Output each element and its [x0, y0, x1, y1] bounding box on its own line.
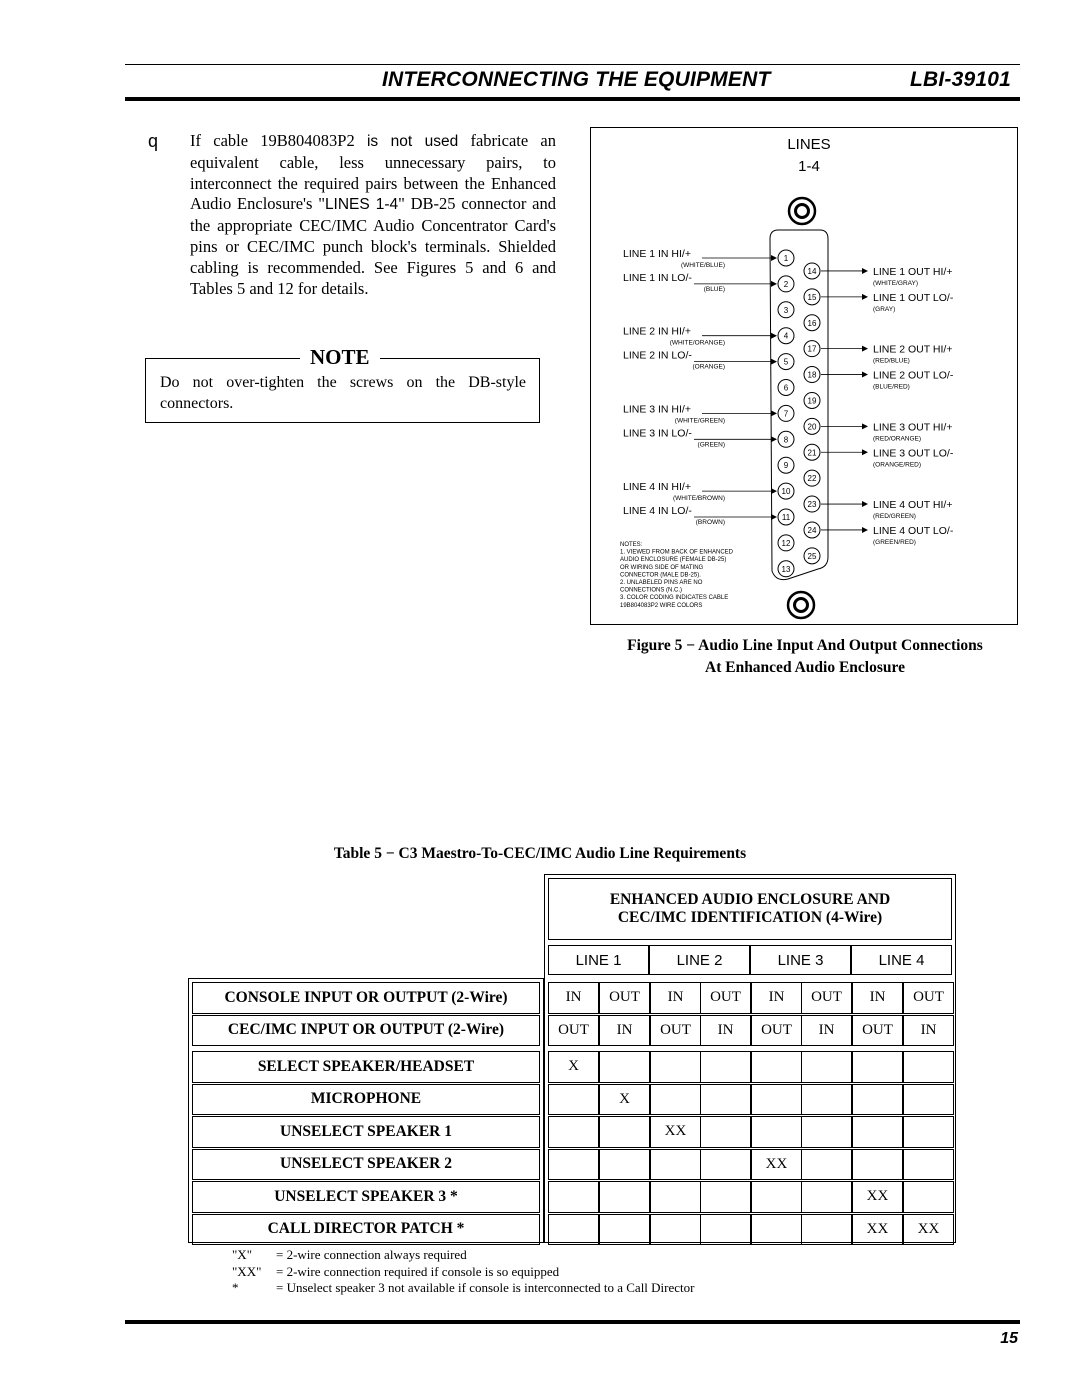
table-title: Table 5 − C3 Maestro-To-CEC/IMC Audio Line Requirements — [333, 845, 747, 862]
table-cell: OUT — [548, 1015, 599, 1047]
table-cell: IN — [650, 982, 701, 1014]
output-label: LINE 3 OUT LO/- — [873, 447, 954, 460]
table-cell: XX — [852, 1181, 903, 1213]
table-cell — [599, 1116, 650, 1148]
section-title: INTERCONNECTING THE EQUIPMENT — [382, 68, 771, 91]
table-cell — [650, 1051, 701, 1083]
note-title: NOTE — [300, 345, 380, 370]
row-label: CONSOLE INPUT OR OUTPUT (2-Wire) — [192, 982, 540, 1014]
table-cell — [650, 1214, 701, 1246]
legend-text: = Unselect speaker 3 not available if console is interconnected to a Call Director — [276, 1280, 695, 1295]
table-cell — [599, 1051, 650, 1083]
table-cell — [751, 1084, 802, 1116]
table-cell — [903, 1051, 954, 1083]
table-cell: IN — [700, 1015, 751, 1047]
table-cell — [801, 1116, 852, 1148]
table-cell — [650, 1181, 701, 1213]
table-cell — [751, 1181, 802, 1213]
connector-title: LINES — [787, 136, 831, 153]
input-label: LINE 1 IN LO/- — [623, 271, 692, 284]
table-cell: OUT — [751, 1015, 802, 1047]
pin-label-9: 9 — [783, 461, 789, 471]
input-label: LINE 2 IN HI/+ — [623, 325, 691, 338]
output-color: (RED/BLUE) — [873, 357, 910, 365]
legend-text: = 2-wire connection required if console is so equipped — [276, 1263, 560, 1279]
table-cell — [700, 1084, 751, 1116]
pin-label-8: 8 — [783, 435, 789, 445]
footer-rule — [125, 1320, 1020, 1324]
output-label: LINE 3 OUT HI/+ — [873, 421, 953, 434]
table-cell: IN — [548, 982, 599, 1014]
output-label: LINE 4 OUT LO/- — [873, 524, 954, 537]
output-label: LINE 1 OUT HI/+ — [873, 265, 953, 278]
pin-label-20: 20 — [807, 422, 817, 432]
table-cell — [852, 1116, 903, 1148]
pin-label-4: 4 — [783, 331, 789, 341]
table-cell — [548, 1214, 599, 1246]
bullet-text-mid: fabricate an equivalent cable, less unnecessary pairs, to interconnect the required pairs between the Enhanced Audio Enclosure's " — [190, 131, 556, 214]
table-cell — [548, 1084, 599, 1116]
input-label: LINE 2 IN LO/- — [623, 349, 692, 362]
output-color: (ORANGE/RED) — [873, 461, 922, 469]
pin-label-12: 12 — [781, 538, 791, 548]
pin-label-11: 11 — [781, 513, 791, 522]
input-color: (BROWN) — [695, 519, 725, 526]
page-number: 15 — [1000, 1330, 1018, 1347]
figure-note-line: OR WIRING SIDE OF MATING — [620, 564, 704, 571]
input-label: LINE 4 IN HI/+ — [623, 481, 691, 494]
table-cell: XX — [903, 1214, 954, 1246]
table-cell — [700, 1214, 751, 1246]
pin-label-21: 21 — [807, 448, 817, 458]
table-cell: OUT — [852, 1015, 903, 1047]
output-color: (WHITE/GRAY) — [873, 279, 919, 287]
table-cell — [801, 1214, 852, 1246]
output-label: LINE 4 OUT HI/+ — [873, 499, 953, 512]
table-cell — [650, 1084, 701, 1116]
pin-label-10: 10 — [781, 487, 791, 497]
pin-label-18: 18 — [807, 370, 817, 380]
bullet-text-emph: is not used — [366, 133, 459, 150]
output-color: (GRAY) — [873, 305, 896, 313]
table-cell: X — [548, 1051, 599, 1083]
table-cell — [700, 1051, 751, 1083]
pin-label-16: 16 — [807, 318, 817, 328]
table-cell: IN — [751, 982, 802, 1014]
pin-label-15: 15 — [807, 292, 817, 302]
table-cell: OUT — [599, 982, 650, 1014]
document-id: LBI-39101 — [910, 68, 1012, 91]
input-label: LINE 3 IN LO/- — [623, 427, 692, 440]
input-color: (WHITE/BLUE) — [680, 262, 725, 269]
legend-key: "X" — [232, 1247, 253, 1262]
table-cell — [801, 1149, 852, 1181]
table-cell: XX — [852, 1214, 903, 1246]
table-cell: IN — [903, 1015, 954, 1047]
table-cell — [903, 1116, 954, 1148]
connector-subtitle: 1-4 — [798, 158, 820, 175]
note-text: Do not over-tighten the screws on the DB-style connectors. — [160, 374, 526, 412]
input-color: (WHITE/ORANGE) — [669, 339, 725, 347]
figure-note-line: 19B804083P2 WIRE COLORS — [620, 602, 703, 609]
input-color: (ORANGE) — [692, 363, 725, 371]
output-label: LINE 1 OUT LO/- — [873, 291, 954, 304]
table-cell — [852, 1149, 903, 1181]
line-header: LINE 2 — [649, 945, 750, 975]
figure-note-line: CONNECTOR (MALE DB-25). — [620, 572, 701, 579]
table-cell — [700, 1149, 751, 1181]
row-label: UNSELECT SPEAKER 3 * — [192, 1181, 540, 1213]
figure-note-line: CONNECTIONS (N.C.) — [620, 587, 682, 594]
input-color: (GREEN) — [697, 441, 725, 449]
output-label: LINE 2 OUT HI/+ — [873, 343, 953, 356]
table-cell — [801, 1181, 852, 1213]
line-header: LINE 3 — [750, 945, 851, 975]
input-label: LINE 1 IN HI/+ — [623, 248, 691, 260]
pin-label-14: 14 — [807, 266, 817, 276]
pin-label-23: 23 — [807, 500, 817, 510]
input-color: (WHITE/GREEN) — [674, 417, 725, 425]
row-label: CEC/IMC INPUT OR OUTPUT (2-Wire) — [192, 1015, 540, 1047]
table-cell: OUT — [700, 982, 751, 1014]
output-color: (RED/ORANGE) — [873, 435, 922, 443]
table-cell: IN — [599, 1015, 650, 1047]
bullet-text-post: " DB-25 connector and the appropriate CEC/IMC Audio Concentrator Card's pins or CEC/IMC punch block's terminals. Shielded cabling is recommended. See Figures 5 and 6 and Tables 5 and 12 for details. — [190, 194, 556, 298]
pin-label-25: 25 — [807, 551, 817, 561]
output-label: LINE 2 OUT LO/- — [873, 369, 954, 382]
bullet-text-pre: If cable 19B804083P2 — [190, 131, 367, 150]
table-header-line2: CEC/IMC IDENTIFICATION (4-Wire) — [617, 909, 883, 926]
table-cell — [801, 1051, 852, 1083]
table-cell — [852, 1051, 903, 1083]
row-label: MICROPHONE — [192, 1084, 540, 1116]
output-color: (RED/GREEN) — [873, 513, 916, 521]
input-label: LINE 4 IN LO/- — [623, 505, 692, 517]
row-label: UNSELECT SPEAKER 2 — [192, 1149, 540, 1181]
legend-key: "XX" — [232, 1263, 262, 1279]
table-cell — [903, 1181, 954, 1213]
line-header: LINE 4 — [851, 945, 952, 975]
bullet-marker: q — [148, 131, 159, 151]
output-color: (BLUE/RED) — [873, 383, 910, 391]
figure-note-line: 1. VIEWED FROM BACK OF ENHANCED — [620, 549, 734, 556]
figure-caption-line2: At Enhanced Audio Enclosure — [705, 659, 905, 676]
pin-label-24: 24 — [807, 525, 817, 535]
figure-note-line: 2. UNLABELED PINS ARE NO — [620, 580, 703, 586]
table-cell — [751, 1051, 802, 1083]
input-color: (BLUE) — [703, 285, 725, 293]
table-cell — [650, 1149, 701, 1181]
pin-label-2: 2 — [783, 279, 789, 289]
pin-label-1: 1 — [783, 254, 789, 263]
input-label: LINE 3 IN HI/+ — [623, 403, 691, 416]
input-color: (WHITE/BROWN) — [673, 495, 725, 503]
table-cell — [599, 1181, 650, 1213]
table-cell — [548, 1181, 599, 1213]
table-cell — [903, 1084, 954, 1116]
table-cell — [548, 1116, 599, 1148]
row-label: SELECT SPEAKER/HEADSET — [192, 1051, 540, 1083]
figure-note-line: NOTES: — [620, 542, 643, 548]
bullet-text-lines: LINES 1-4 — [324, 196, 399, 214]
legend-text: = 2-wire connection always required — [276, 1247, 467, 1262]
table-cell: XX — [650, 1116, 701, 1148]
table-cell: IN — [801, 1015, 852, 1047]
table-cell — [852, 1084, 903, 1116]
line-header: LINE 1 — [548, 945, 649, 975]
pin-label-13: 13 — [781, 564, 791, 574]
row-label: UNSELECT SPEAKER 1 — [192, 1116, 540, 1148]
pin-label-5: 5 — [783, 357, 789, 367]
table-cell — [548, 1149, 599, 1181]
table-cell — [751, 1214, 802, 1246]
table-cell: X — [599, 1084, 650, 1116]
pin-label-3: 3 — [783, 305, 789, 315]
table-cell — [599, 1214, 650, 1246]
pin-label-19: 19 — [807, 396, 817, 406]
legend-key: * — [232, 1280, 239, 1295]
row-label: CALL DIRECTOR PATCH * — [192, 1214, 540, 1246]
table-cell — [700, 1116, 751, 1148]
pin-label-6: 6 — [783, 383, 789, 393]
pin-label-22: 22 — [807, 474, 817, 484]
table-cell — [801, 1084, 852, 1116]
pin-label-7: 7 — [783, 409, 789, 419]
table-cell — [751, 1116, 802, 1148]
table-cell — [903, 1149, 954, 1181]
table-cell: OUT — [903, 982, 954, 1014]
output-color: (GREEN/RED) — [873, 538, 916, 546]
figure-caption-line1: Figure 5 − Audio Line Input And Output Connections — [627, 637, 983, 654]
table-cell — [599, 1149, 650, 1181]
table-cell: XX — [751, 1149, 802, 1181]
table-cell: OUT — [801, 982, 852, 1014]
figure-note-line: AUDIO ENCLOSURE (FEMALE DB-25) — [620, 557, 727, 564]
figure-note-line: 3. COLOR CODING INDICATES CABLE — [620, 595, 729, 602]
table-cell: OUT — [650, 1015, 701, 1047]
pin-label-17: 17 — [807, 344, 817, 354]
table-cell — [700, 1181, 751, 1213]
table-header-box — [548, 878, 952, 940]
table-header-line1: ENHANCED AUDIO ENCLOSURE AND — [609, 891, 891, 908]
table-cell: IN — [852, 982, 903, 1014]
